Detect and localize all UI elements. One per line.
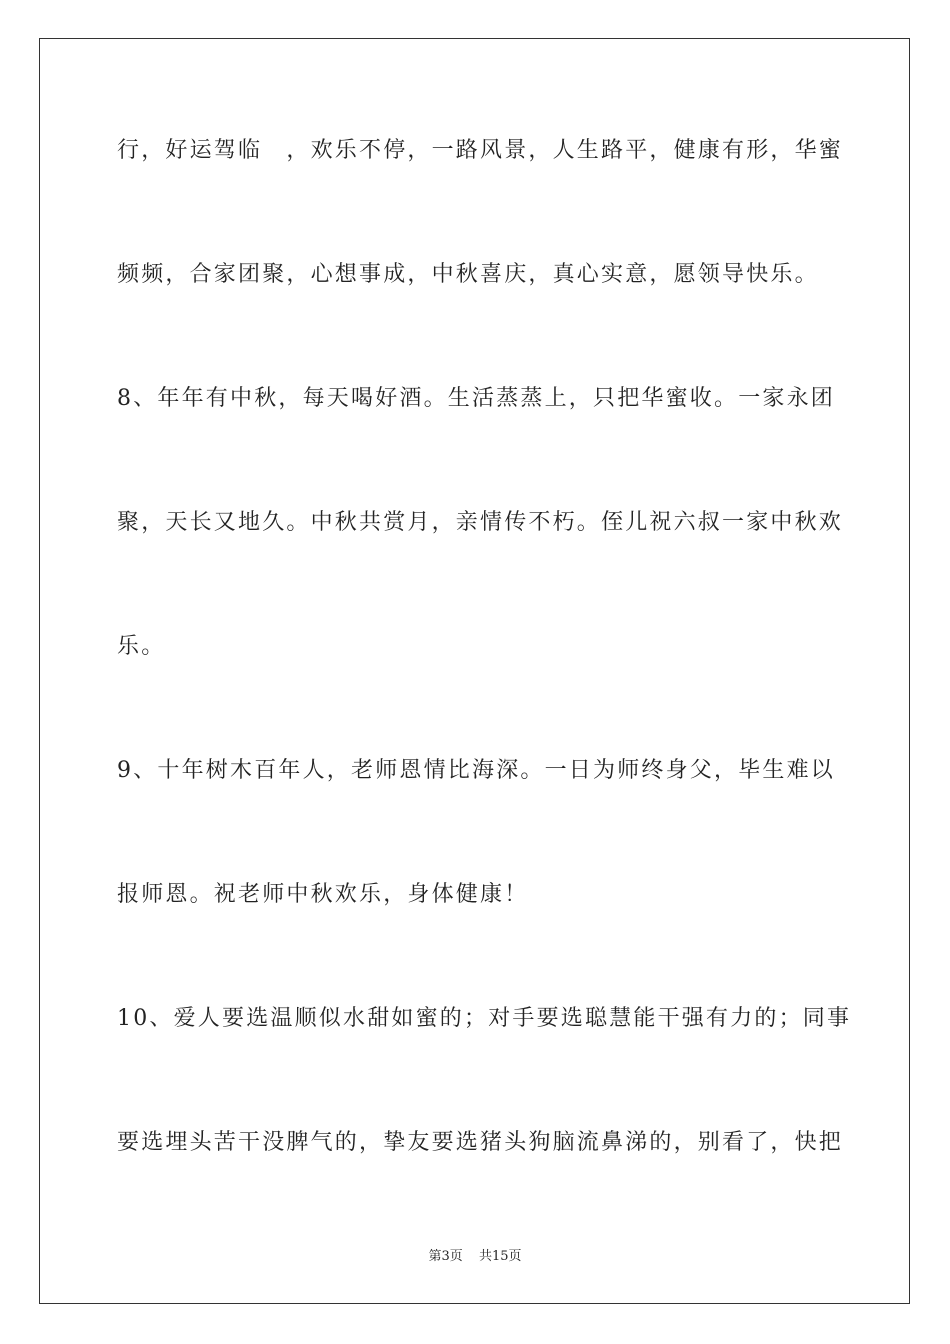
text-line: 要选埋头苦干没脾气的，挚友要选猪头狗脑流鼻涕的，别看了，快把 (117, 1130, 844, 1155)
page-border (39, 38, 910, 1304)
page-number-total: 共15页 (478, 1249, 522, 1264)
text-line: 行，好运驾临 ，欢乐不停，一路风景，人生路平，健康有形，华蜜 (117, 138, 844, 163)
text-line: 乐。 (117, 634, 166, 659)
page-number-current: 第3页 (428, 1249, 463, 1264)
text-line: 9、十年树木百年人，老师恩情比海深。一日为师终身父，毕生难以 (117, 758, 835, 783)
text-line: 聚，天长又地久。中秋共赏月，亲情传不朽。侄儿祝六叔一家中秋欢 (117, 510, 844, 535)
text-line: 8、年年有中秋，每天喝好酒。生活蒸蒸上，只把华蜜收。一家永团 (117, 386, 835, 411)
text-line: 10、爱人要选温顺似水甜如蜜的；对手要选聪慧能干强有力的；同事 (117, 1006, 852, 1031)
page-footer (0, 1248, 950, 1266)
text-line: 频频，合家团聚，心想事成，中秋喜庆，真心实意，愿领导快乐。 (117, 262, 819, 287)
text-line: 报师恩。祝老师中秋欢乐，身体健康！ (117, 882, 529, 907)
